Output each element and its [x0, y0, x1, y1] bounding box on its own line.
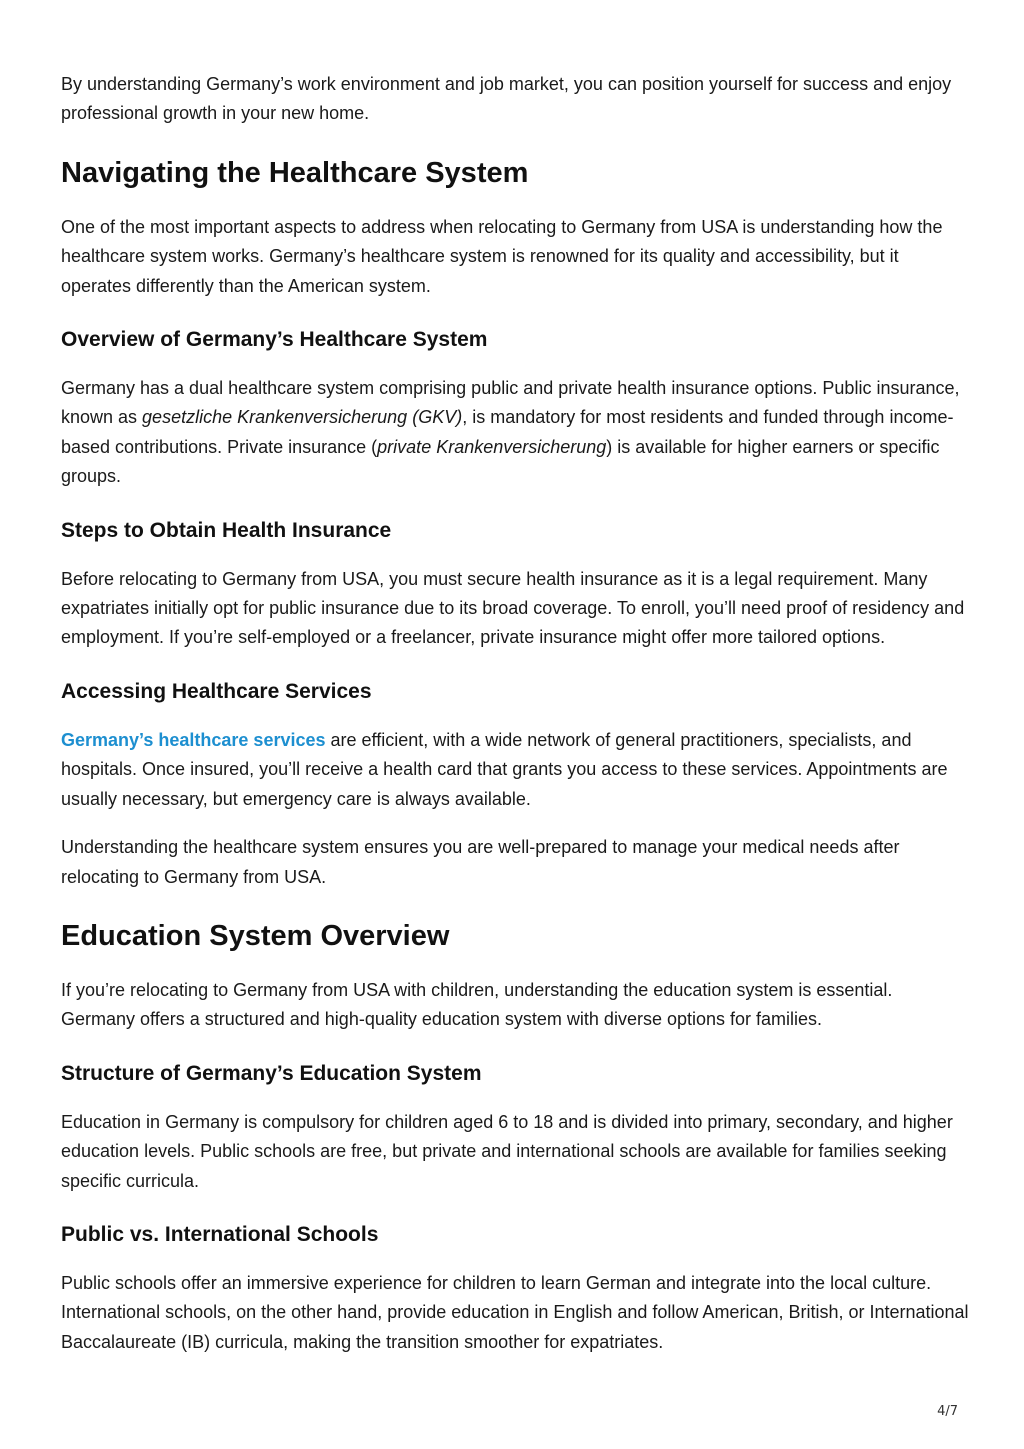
overview-text-part2: , is mandatory for most residents and funded through income-based contributions. Private insurance (	[61, 407, 954, 457]
schools-comparison-heading: Public vs. International Schools	[61, 1222, 379, 1246]
education-intro-paragraph: If you’re relocating to Germany from USA with children, understanding the education system is essential. Germany offers a structured and high-quality education system with diverse options for families.	[61, 979, 893, 1030]
healthcare-overview-paragraph	[61, 374, 971, 492]
education-structure-paragraph: Education in Germany is compulsory for children aged 6 to 18 and is divided into primary, secondary, and higher education levels. Public schools are free, but private and international schools are available for families seeking specific curricula.	[61, 1111, 953, 1191]
healthcare-intro-paragraph: One of the most important aspects to address when relocating to Germany from USA is understanding how the healthcare system works. Germany’s healthcare system is renowned for its quality and accessibility, but it operates differently than the American system.	[61, 216, 943, 296]
private-insurance-term: private Krankenversicherung	[377, 436, 607, 457]
page-number: 4/7	[937, 1404, 958, 1419]
document-page	[61, 70, 971, 1357]
accessing-healthcare-text: are efficient, with a wide network of general practitioners, specialists, and hospitals. Once insured, you’ll receive a health card that grants you access to these services. Appointments are usually necessary, but emergency care is always available.	[61, 729, 948, 809]
healthcare-heading: Navigating the Healthcare System	[61, 156, 529, 189]
intro-paragraph: By understanding Germany’s work environment and job market, you can position yourself for success and enjoy professional growth in your new home.	[61, 74, 952, 124]
healthcare-overview-heading: Overview of Germany’s Healthcare System	[61, 328, 488, 352]
education-heading: Education System Overview	[61, 919, 450, 952]
accessing-healthcare-heading: Accessing Healthcare Services	[61, 679, 372, 703]
public-insurance-term: gesetzliche Krankenversicherung (GKV)	[142, 407, 463, 428]
schools-comparison-paragraph: Public schools offer an immersive experience for children to learn German and integrate into the local culture. International schools, on the other hand, provide education in English and follow American, British, or International Baccalaureate (IB) curricula, making the transition smoother for expatriates.	[61, 1272, 969, 1352]
healthcare-conclusion-paragraph: Understanding the healthcare system ensures you are well-prepared to manage your medical needs after relocating to Germany from USA.	[61, 837, 900, 887]
education-structure-heading: Structure of Germany’s Education System	[61, 1061, 482, 1085]
healthcare-services-link[interactable]: Germany’s healthcare services	[61, 729, 326, 750]
insurance-steps-heading: Steps to Obtain Health Insurance	[61, 518, 392, 542]
overview-text-part3: ) is available for higher earners or specific groups.	[61, 436, 940, 487]
overview-text-part1: Germany has a dual healthcare system comprising public and private health insurance options. Public insurance, known as	[61, 378, 960, 428]
accessing-healthcare-paragraph	[61, 726, 971, 814]
insurance-steps-paragraph: Before relocating to Germany from USA, you must secure health insurance as it is a legal requirement. Many expatriates initially opt for public insurance due to its broad coverage. To enroll, you’ll need proof of residency and employment. If you’re self-employed or a freelancer, private insurance might offer more tailored options.	[61, 568, 965, 648]
